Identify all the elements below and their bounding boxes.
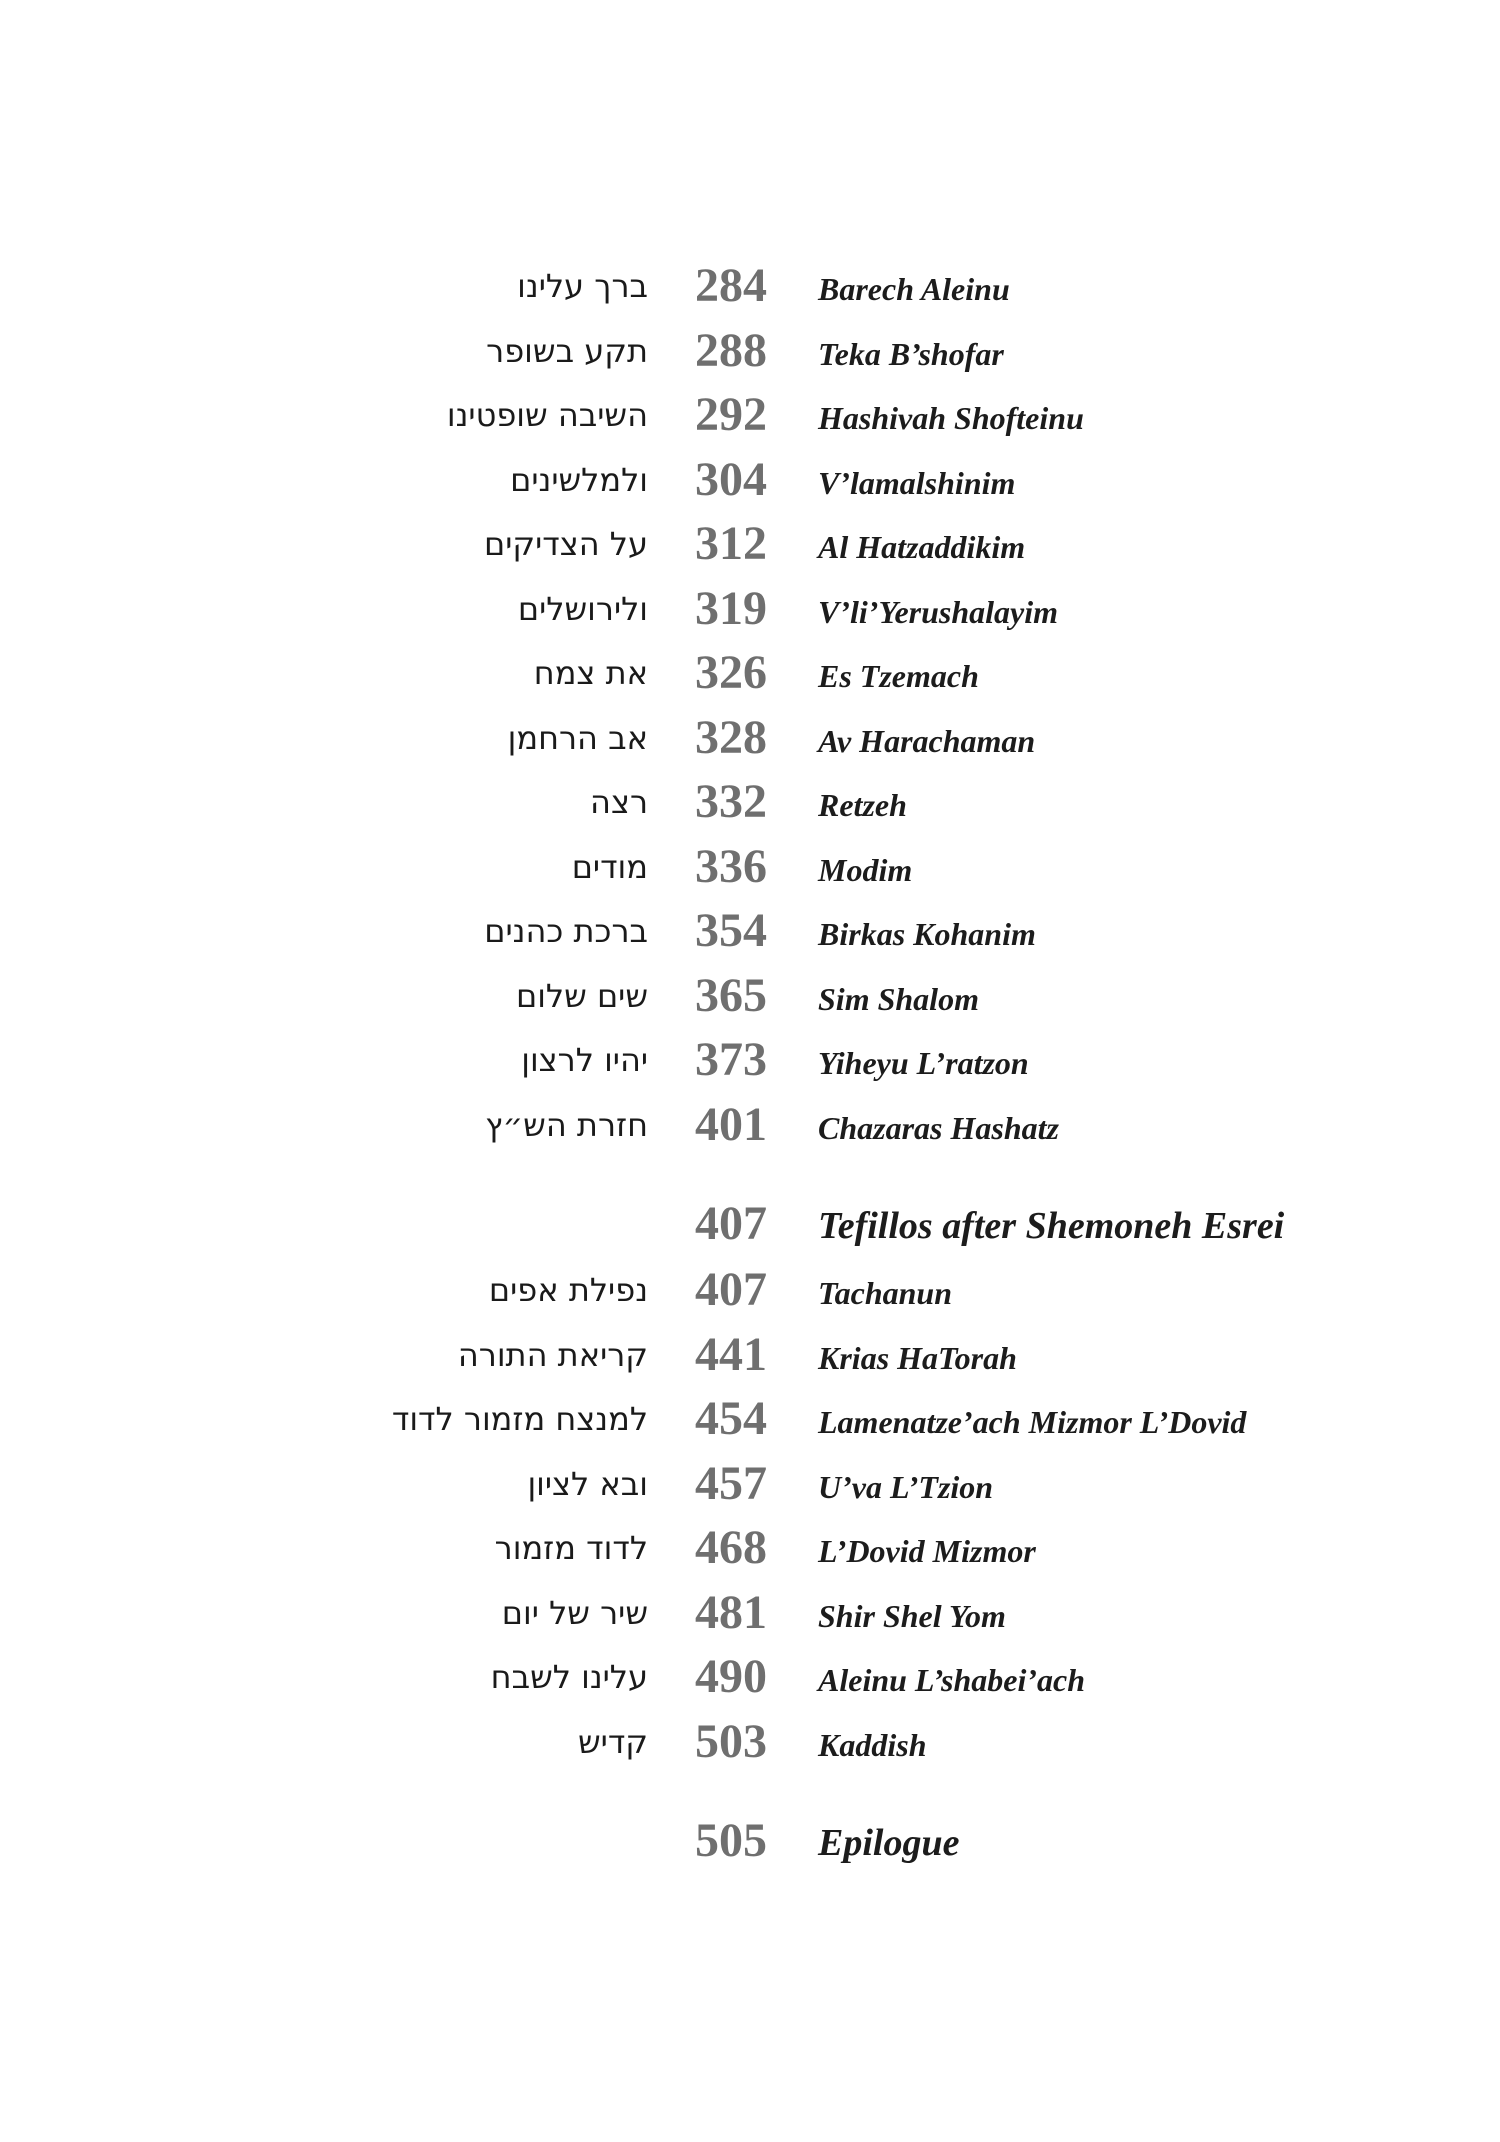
toc-hebrew-title: ברך עלינו: [517, 267, 648, 305]
toc-english-title: Teka B’shofar: [818, 335, 1004, 372]
toc-english-title: Tachanun: [818, 1275, 952, 1311]
toc-entry: [0, 905, 1500, 970]
toc-entry: [0, 1522, 1500, 1587]
toc-page-number: 457: [695, 1456, 767, 1510]
toc-section-title: Epilogue: [818, 1822, 960, 1864]
toc-entry: [0, 1329, 1500, 1394]
toc-page-number: 292: [695, 388, 767, 441]
toc-entry: [0, 454, 1500, 519]
toc-hebrew-title: ולמלשינים: [510, 460, 648, 499]
toc-entry: [0, 1099, 1500, 1164]
toc-page-number: 332: [695, 775, 767, 828]
toc-english-title: L’Dovid Mizmor: [818, 1533, 1036, 1569]
toc-page-number: 319: [695, 581, 767, 635]
toc-hebrew-title: שיר של יום: [501, 1593, 648, 1632]
toc-page-number: 328: [695, 710, 767, 764]
toc-entry: [0, 1034, 1500, 1099]
toc-hebrew-title: נפילת אפים: [488, 1271, 648, 1309]
toc-english-title: Lamenatze’ach Mizmor L’Dovid: [818, 1404, 1247, 1440]
toc-page-number: 468: [695, 1521, 767, 1574]
toc-entry: [0, 325, 1500, 390]
toc-page-number: 284: [695, 259, 767, 312]
toc-entry: [0, 647, 1500, 712]
toc-page-number: 490: [695, 1650, 767, 1703]
toc-hebrew-title: אב הרחמן: [507, 718, 648, 757]
toc-page-number: 454: [695, 1392, 767, 1445]
toc-hebrew-title: ולירושלים: [517, 589, 648, 628]
toc-entry: [0, 583, 1500, 648]
toc-entry: [0, 841, 1500, 906]
toc-entry: [0, 776, 1500, 841]
toc-entry: [0, 970, 1500, 1035]
toc-hebrew-title: קריאת התורה: [457, 1335, 648, 1374]
toc-english-title: Retzeh: [818, 787, 907, 823]
toc-english-title: Hashivah Shofteinu: [818, 400, 1084, 436]
toc-entry: [0, 1716, 1500, 1781]
toc-english-title: Aleinu L’shabei’ach: [818, 1662, 1085, 1698]
table-of-contents: [0, 260, 1500, 1881]
toc-english-title: Birkas Kohanim: [818, 916, 1036, 952]
toc-section-title: Tefillos after Shemoneh Esrei: [818, 1205, 1285, 1247]
toc-english-title: Al Hatzaddikim: [818, 529, 1026, 565]
toc-english-title: Modim: [818, 851, 913, 888]
toc-english-title: U’va L’Tzion: [818, 1468, 994, 1505]
toc-english-title: Es Tzemach: [818, 658, 979, 694]
toc-english-title: Shir Shel Yom: [818, 1597, 1006, 1634]
toc-english-title: Barech Aleinu: [818, 271, 1010, 307]
toc-hebrew-title: מודים: [571, 847, 648, 886]
toc-page-number: 441: [695, 1327, 767, 1381]
toc-entry: [0, 260, 1500, 325]
toc-page-number: 304: [695, 452, 767, 506]
toc-section-heading-epilogue: [0, 1815, 1500, 1881]
toc-page-number: 505: [695, 1814, 767, 1867]
toc-entry: [0, 1587, 1500, 1652]
toc-entry: [0, 1393, 1500, 1458]
toc-english-title: V’lamalshinim: [818, 464, 1016, 501]
toc-hebrew-title: השיבה שופטינו: [446, 396, 648, 434]
toc-page-number: 407: [695, 1197, 767, 1250]
toc-page-number: 481: [695, 1585, 767, 1639]
toc-hebrew-title: על הצדיקים: [484, 525, 648, 563]
toc-entry: [0, 1264, 1500, 1329]
toc-page-number: 401: [695, 1097, 767, 1151]
toc-english-title: Krias HaTorah: [818, 1339, 1017, 1376]
toc-page-number: 336: [695, 839, 767, 893]
toc-entry: [0, 712, 1500, 777]
toc-hebrew-title: ברכת כהנים: [484, 912, 648, 950]
toc-hebrew-title: שים שלום: [515, 976, 648, 1015]
toc-page-number: 365: [695, 968, 767, 1022]
toc-hebrew-title: עלינו לשבח: [490, 1658, 648, 1696]
toc-hebrew-title: קדיש: [578, 1722, 648, 1761]
toc-page-number: 373: [695, 1033, 767, 1086]
toc-hebrew-title: חזרת הש״ץ: [485, 1105, 648, 1144]
toc-page-number: 312: [695, 517, 767, 570]
toc-section-heading-tefillos: [0, 1198, 1500, 1264]
toc-page-number: 503: [695, 1714, 767, 1768]
toc-page-number: 354: [695, 904, 767, 957]
toc-entry: [0, 518, 1500, 583]
toc-page-number: 326: [695, 646, 767, 699]
toc-hebrew-title: את צמח: [533, 654, 648, 692]
toc-entry: [0, 1458, 1500, 1523]
toc-english-title: Av Harachaman: [818, 722, 1036, 759]
toc-english-title: Yiheyu L’ratzon: [818, 1045, 1029, 1081]
toc-hebrew-title: לדוד מזמור: [494, 1529, 648, 1567]
toc-hebrew-title: ובא לציון: [527, 1464, 648, 1503]
toc-hebrew-title: יהיו לרצון: [521, 1041, 648, 1079]
toc-entry: [0, 389, 1500, 454]
toc-entry: [0, 1651, 1500, 1716]
toc-hebrew-title: תקע בשופר: [486, 331, 648, 370]
toc-page-number: 407: [695, 1263, 767, 1316]
toc-page-number: 288: [695, 323, 767, 377]
toc-hebrew-title: למנצח מזמור לדוד: [391, 1400, 648, 1438]
toc-english-title: Chazaras Hashatz: [818, 1109, 1059, 1146]
toc-english-title: Sim Shalom: [818, 980, 979, 1017]
toc-english-title: Kaddish: [818, 1726, 927, 1763]
toc-hebrew-title: רצה: [590, 783, 648, 821]
toc-english-title: V’li’Yerushalayim: [818, 593, 1059, 630]
